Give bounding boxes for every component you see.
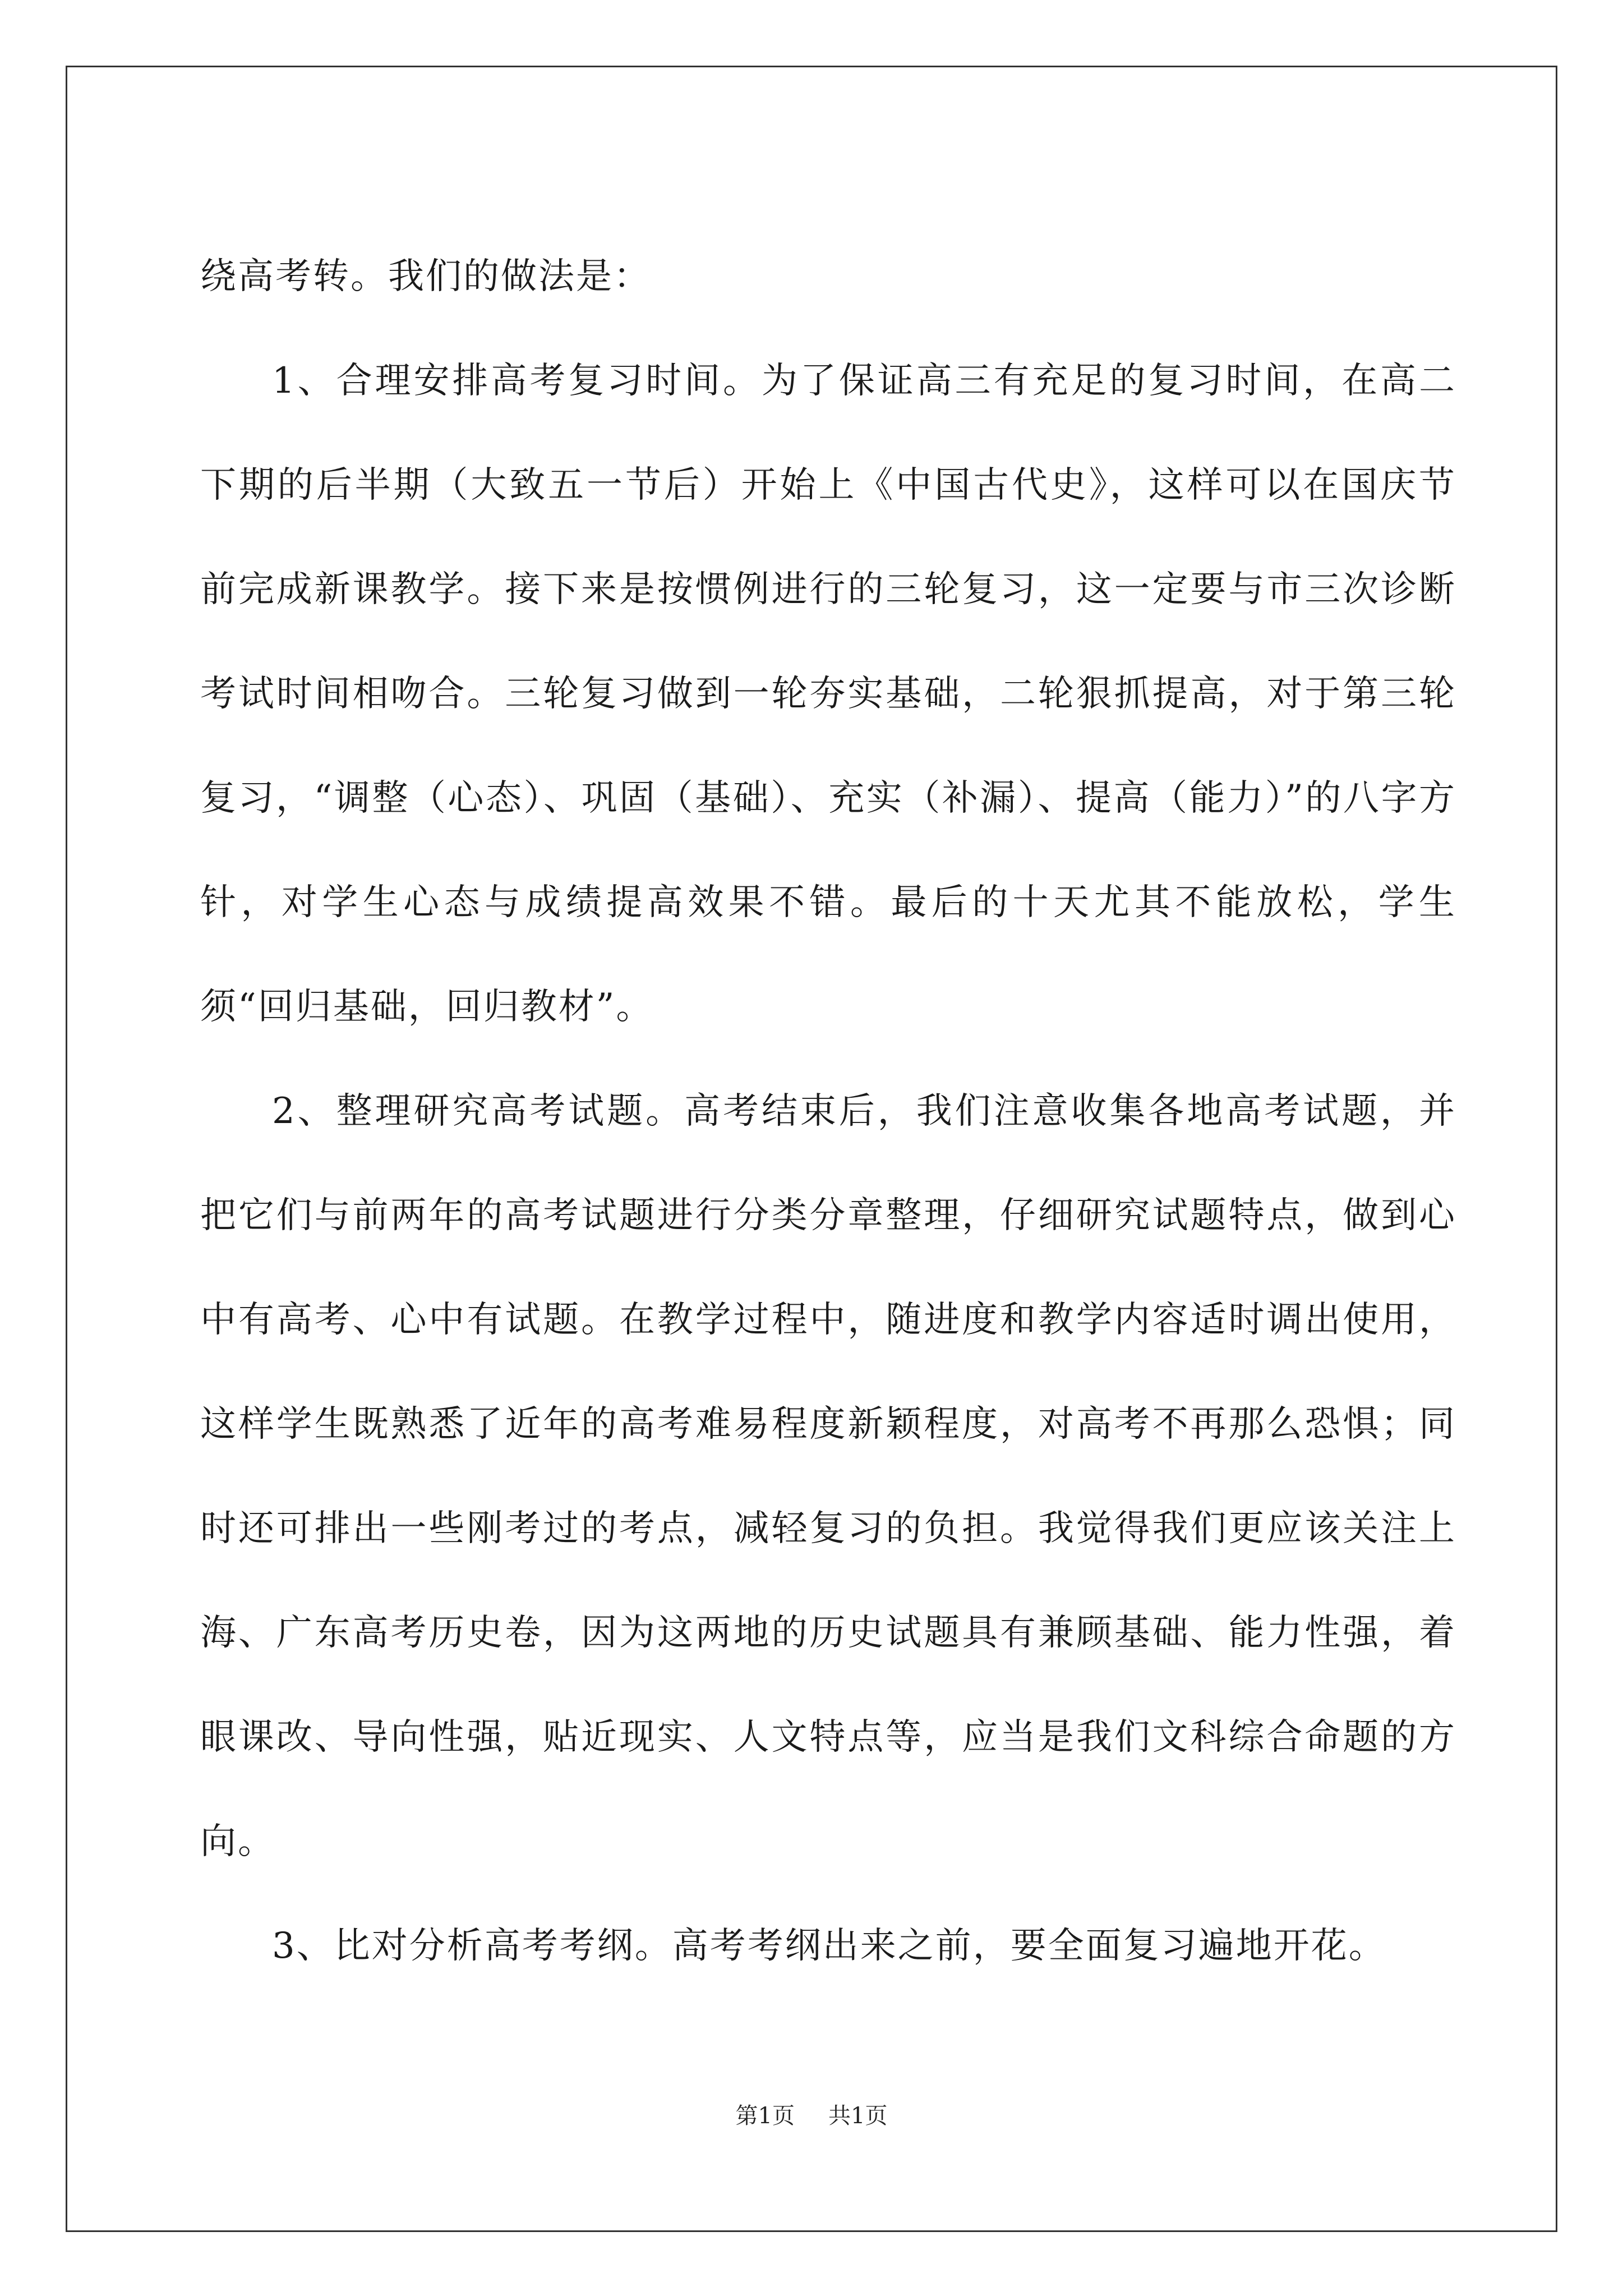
- paragraph-item-1: 1、合理安排高考复习时间。为了保证高三有充足的复习时间，在高二下期的后半期（大致五一节后）开始上《中国古代史》，这样可以在国庆节前完成新课教学。接下来是按惯例进行的三轮复习，这一定要与市三次诊断考试时间相吻合。三轮复习做到一轮夯实基础，二轮狠抓提高，对于第三轮复习，“调整（心态）、巩固（基础）、充实（补漏）、提高（能力）”的八字方针，对学生心态与成绩提高效果不错。最后的十天尤其不能放松，学生须“回归基础，回归教材”。: [200, 360, 1456, 1028]
- page-footer: [0, 2098, 1623, 2130]
- paragraph-item-3: 3、比对分析高考考纲。高考考纲出来之前，要全面复习遍地开花。: [272, 1925, 1386, 1967]
- page-number: 第1页: [735, 2103, 795, 2129]
- paragraph-continuation: 绕高考转。我们的做法是：: [200, 256, 651, 297]
- paragraph-item-2: 2、整理研究高考试题。高考结束后，我们注意收集各地高考试题，并把它们与前两年的高考试题进行分类分章整理，仔细研究试题特点，做到心中有高考、心中有试题。在教学过程中，随进度和教学内容适时调出使用，这样学生既熟悉了近年的高考难易程度新颖程度，对高考不再那么恐惧；同时还可排出一些刚考过的考点，减轻复习的负担。我觉得我们更应该关注上海、广东高考历史卷，因为这两地的历史试题具有兼顾基础、能力性强，着眼课改、导向性强，贴近现实、人文特点等，应当是我们文科综合命题的方向。: [200, 1091, 1456, 1862]
- page-total: 共1页: [828, 2103, 888, 2129]
- document-body: [200, 224, 1456, 1998]
